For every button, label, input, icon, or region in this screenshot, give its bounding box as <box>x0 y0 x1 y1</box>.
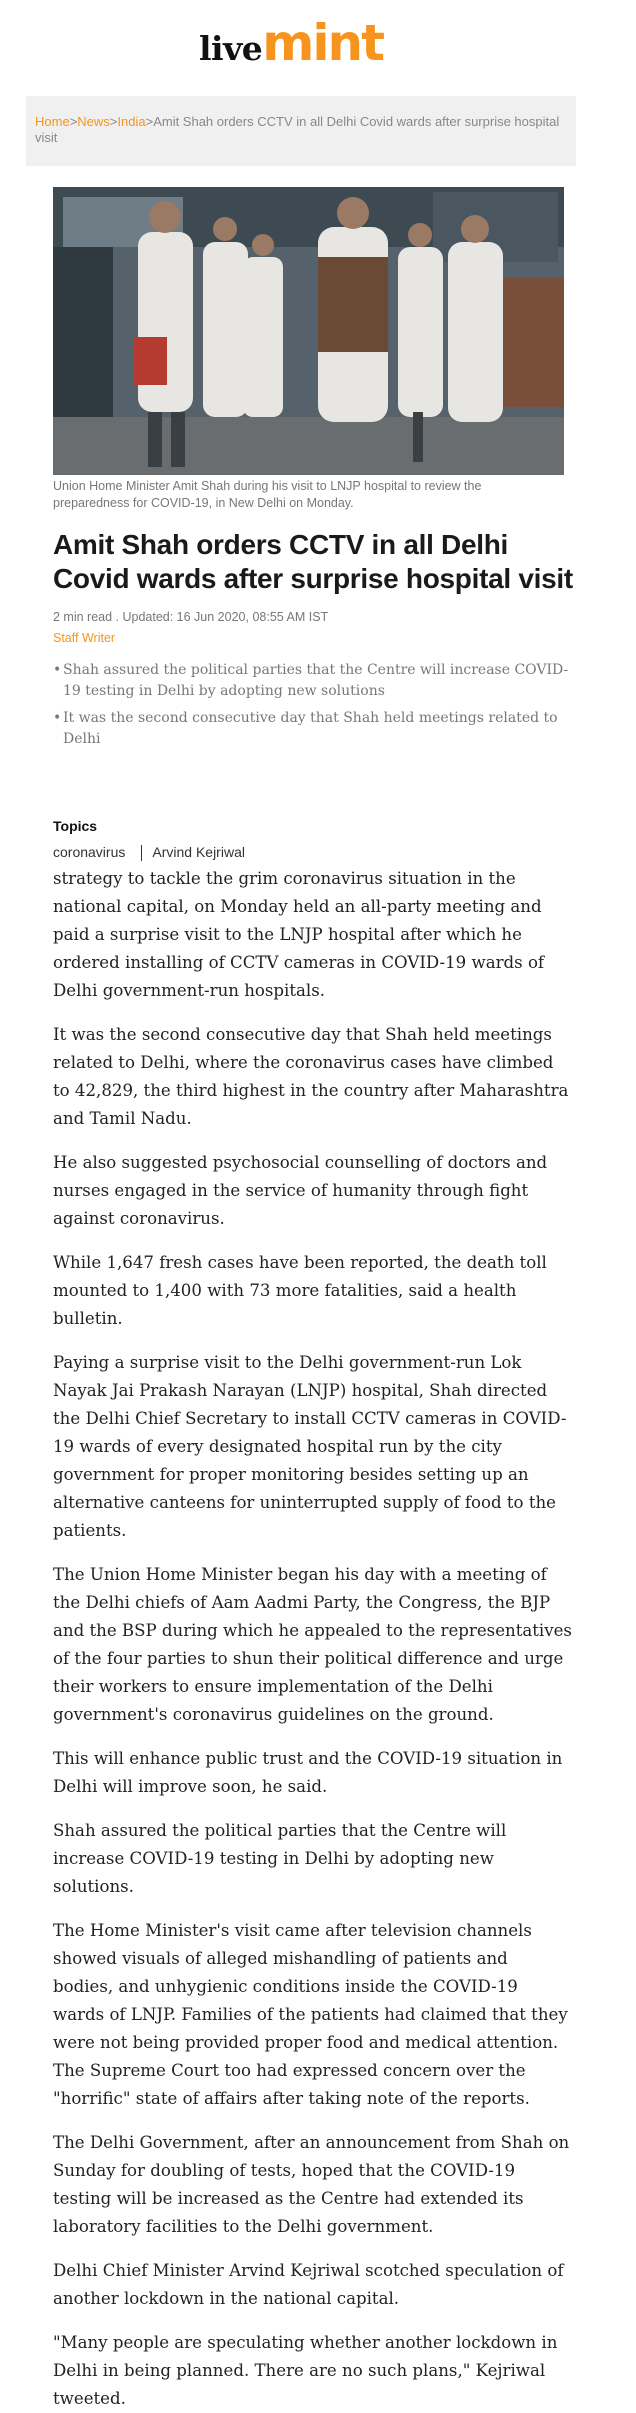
article-paragraph: The Home Minister's visit came after television channels showed visuals of alleged mishandling of patients and bodies, and unhygienic conditions inside the COVID-19 wards of LNJP. Families of the patients had claimed that they were not being provided proper food and medical attention. The Supreme Court too had expressed concern over the "horrific" state of affairs after taking note of the reports. <box>53 1921 568 2108</box>
article-title: Amit Shah orders CCTV in all Delhi Covid wards after surprise hospital visit <box>53 529 573 594</box>
logo-live-text: live <box>199 29 263 68</box>
topics-list <box>53 844 245 861</box>
article-paragraph: The Union Home Minister began his day with a meeting of the Delhi chiefs of Aam Aadmi Party, the Congress, the BJP and the BSP during which he appealed to the representatives of the four parties to shun their political difference and urge their workers to ensure implementation of the Delhi government's coronavirus guidelines on the ground. <box>53 1565 572 1724</box>
article-paragraph: Paying a surprise visit to the Delhi government-run Lok Nayak Jai Prakash Narayan (LNJP) hospital, Shah directed the Delhi Chief Secretary to install CCTV cameras in COVID-19 wards of every designated hospital run by the city government for proper monitoring besides setting up an alternative canteens for uninterrupted supply of food to the patients. <box>53 1353 567 1540</box>
article-meta: 2 min read . Updated: 16 Jun 2020, 08:55 AM IST <box>53 610 329 624</box>
breadcrumb-current-page: Amit Shah orders CCTV in all Delhi Covid wards after surprise hospital visit <box>35 114 560 145</box>
hero-photo-caption: Union Home Minister Amit Shah during his visit to LNJP hospital to review the preparedness for COVID-19, in New Delhi on Monday. <box>53 479 482 510</box>
article-paragraph: "Many people are speculating whether another lockdown in Delhi in being planned. There are no such plans," Kejriwal tweeted. <box>53 2333 558 2408</box>
article-paragraph: Delhi Chief Minister Arvind Kejriwal scotched speculation of another lockdown in the national capital. <box>53 2261 564 2308</box>
topic-divider <box>141 845 142 861</box>
site-header <box>0 0 636 92</box>
hero-photo <box>53 187 564 475</box>
breadcrumb-india-link[interactable]: India <box>117 114 146 129</box>
summary-text: Shah assured the political parties that the Centre will increase COVID-19 testing in Delhi by adopting new solutions <box>63 662 569 699</box>
livemint-logo[interactable] <box>199 14 383 74</box>
summary-text: It was the second consecutive day that Shah held meetings related to Delhi <box>63 710 558 747</box>
topics-label: Topics <box>53 818 98 834</box>
topic-link-arvind-kejriwal[interactable]: Arvind Kejriwal <box>152 844 245 860</box>
breadcrumb-separator: > <box>69 114 78 129</box>
breadcrumb-separator: > <box>109 114 118 129</box>
breadcrumb-separator: > <box>145 114 154 129</box>
article-paragraph: While 1,647 fresh cases have been reported, the death toll mounted to 1,400 with 73 more fatalities, said a health bulletin. <box>53 1253 547 1328</box>
article-paragraph: Shah assured the political parties that the Centre will increase COVID-19 testing in Delhi by adopting new solutions. <box>53 1821 507 1896</box>
logo-mint-text: mint <box>262 14 383 72</box>
bullet-icon: • <box>53 662 62 678</box>
breadcrumb <box>26 96 576 166</box>
article-paragraph: strategy to tackle the grim coronavirus situation in the national capital, on Monday held an all-party meeting and paid a surprise visit to the LNJP hospital after which he ordered installing of CCTV cameras in COVID-19 wards of Delhi government-run hospitals. <box>53 869 545 1000</box>
breadcrumb-home-link[interactable]: Home <box>35 114 70 129</box>
article-paragraph: The Delhi Government, after an announcement from Shah on Sunday for doubling of tests, hoped that the COVID-19 testing will be increased as the Centre had extended its laboratory facilities to the Delhi government. <box>53 2133 570 2236</box>
breadcrumb-news-link[interactable]: News <box>77 114 110 129</box>
article-paragraph: He also suggested psychosocial counselling of doctors and nurses engaged in the service of humanity through fight against coronavirus. <box>53 1153 548 1228</box>
article-paragraph: This will enhance public trust and the COVID-19 situation in Delhi will improve soon, he said. <box>53 1749 563 1796</box>
topic-link-coronavirus[interactable]: coronavirus <box>53 844 126 860</box>
bullet-icon: • <box>53 710 62 726</box>
article-body <box>53 869 573 2408</box>
article-summary <box>53 660 573 756</box>
hero-photo-illustration <box>53 187 564 475</box>
summary-item <box>53 708 573 750</box>
article-author[interactable]: Staff Writer <box>53 631 116 645</box>
summary-item <box>53 660 573 702</box>
article-paragraph: It was the second consecutive day that Shah held meetings related to Delhi, where the coronavirus cases have climbed to 42,829, the third highest in the country after Maharashtra and Tamil Nadu. <box>53 1025 569 1128</box>
